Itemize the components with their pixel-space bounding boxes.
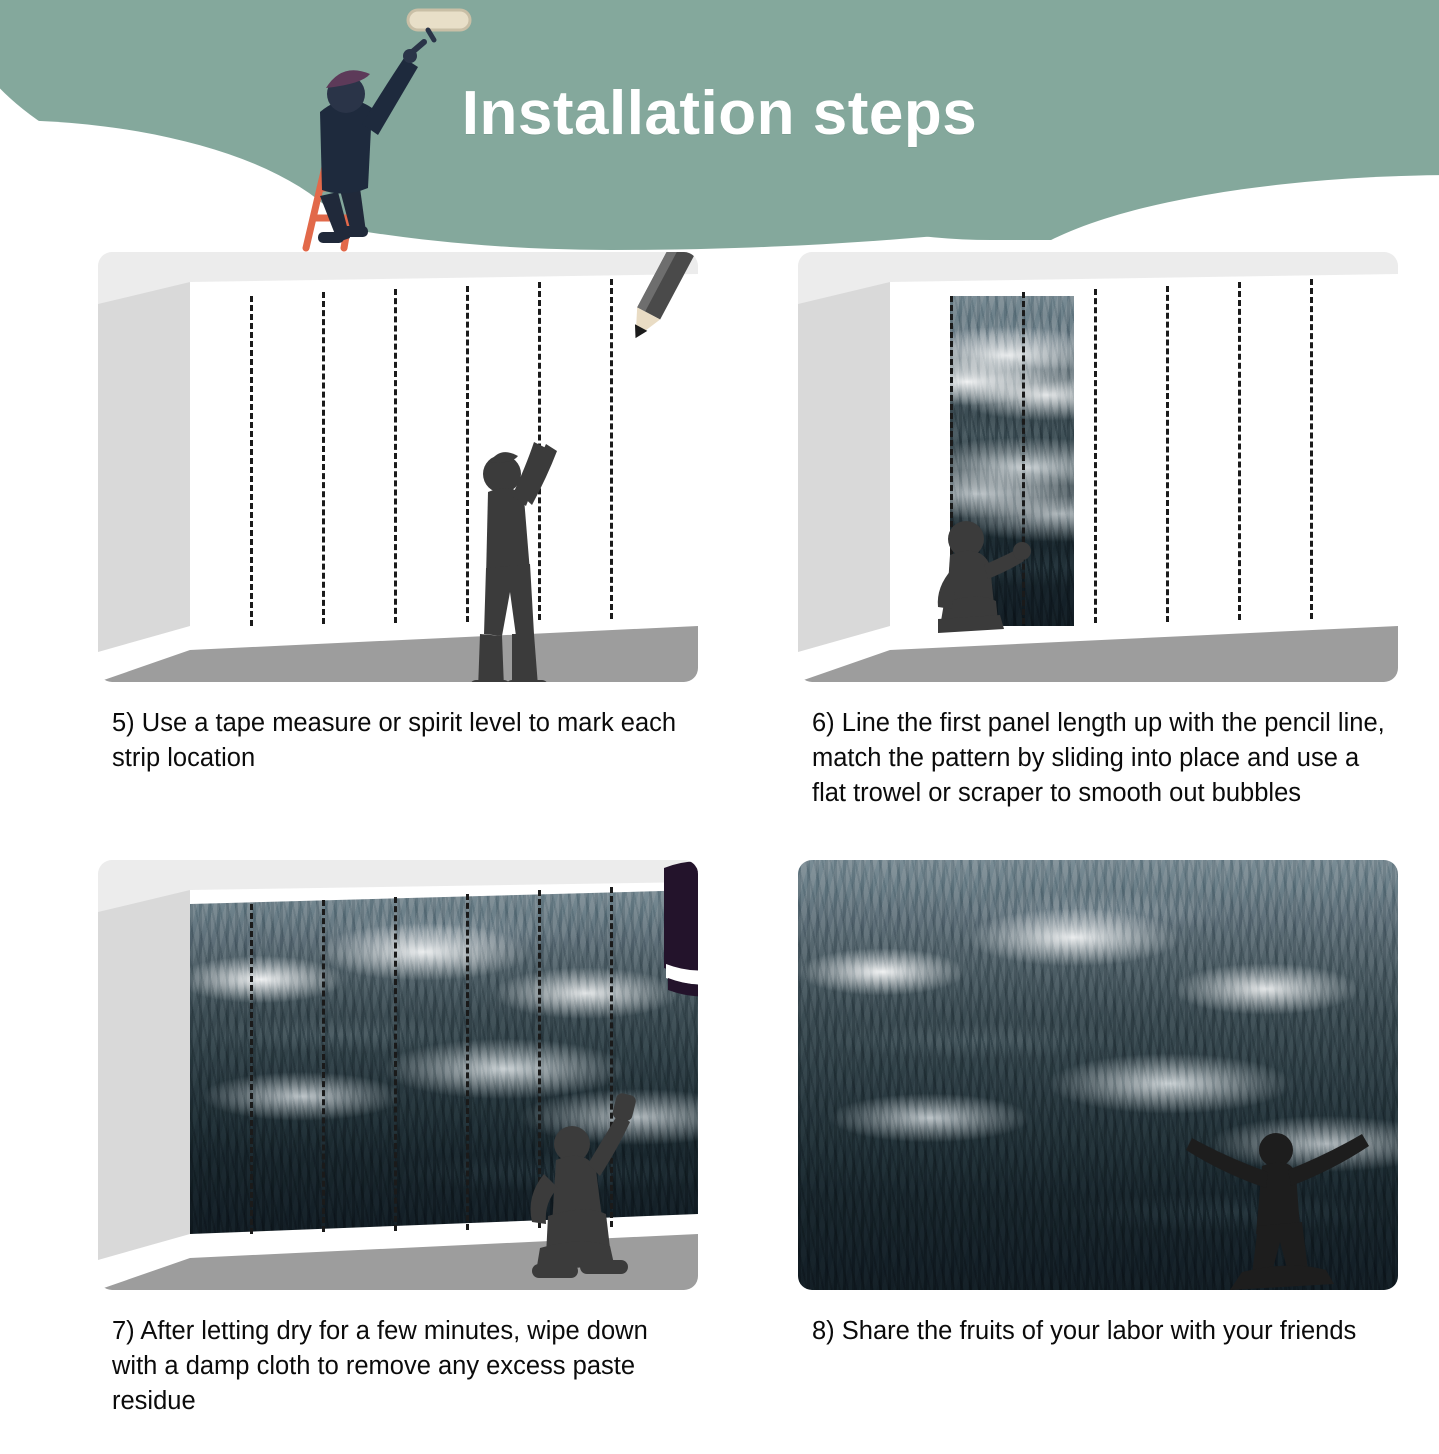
step-card-7 <box>98 860 698 1420</box>
guide-line <box>322 292 325 624</box>
guide-line <box>1166 286 1169 622</box>
step-8-illustration <box>798 860 1398 1290</box>
step-5-number: 5) <box>112 709 135 737</box>
guide-line <box>1094 289 1097 623</box>
step-6-number: 6) <box>812 709 835 737</box>
guide-line <box>322 900 325 1232</box>
person-wiping-wall-silhouette <box>518 1088 658 1288</box>
step-8-caption <box>798 1314 1398 1349</box>
guide-line <box>394 897 397 1231</box>
person-arms-open-silhouette <box>1184 1096 1374 1290</box>
pencil-icon <box>590 252 698 364</box>
guide-line <box>394 289 397 623</box>
step-card-8 <box>798 860 1398 1349</box>
room-one-panel <box>798 252 1398 682</box>
step-5-text: Use a tape measure or spirit level to mark each strip location <box>112 709 677 773</box>
step-6-text: Line the first panel length up with the pencil line, match the pattern by sliding into place and use a flat trowel or scraper to smooth out bubbles <box>812 709 1385 808</box>
guide-line <box>1238 282 1241 620</box>
side-wall <box>98 860 190 1290</box>
step-8-text: Share the fruits of your labor with your friends <box>841 1317 1357 1345</box>
step-6-caption <box>798 706 1398 812</box>
step-7-illustration <box>98 860 698 1290</box>
step-card-5 <box>98 252 698 776</box>
guide-line <box>250 904 253 1234</box>
guide-line <box>1310 279 1313 619</box>
side-wall <box>798 252 890 682</box>
header-banner <box>0 0 1439 260</box>
step-7-text: After letting dry for a few minutes, wipe down with a damp cloth to remove any excess paste residue <box>112 1317 648 1416</box>
guide-line <box>466 894 469 1230</box>
person-crouching-smoothing-silhouette <box>926 507 1056 637</box>
step-6-illustration <box>798 252 1398 682</box>
page-title: Installation steps <box>461 79 978 148</box>
step-8-number: 8) <box>812 1317 835 1345</box>
painter-on-ladder-illustration <box>258 0 478 250</box>
step-7-caption <box>98 1314 698 1420</box>
step-5-illustration <box>98 252 698 682</box>
step-5-caption <box>98 706 698 776</box>
hanging-cloth-icon <box>654 860 698 1006</box>
step-card-6 <box>798 252 1398 812</box>
guide-line <box>250 296 253 626</box>
step-7-number: 7) <box>112 1317 135 1345</box>
person-marking-wall-silhouette <box>450 438 580 682</box>
side-wall <box>98 252 190 682</box>
